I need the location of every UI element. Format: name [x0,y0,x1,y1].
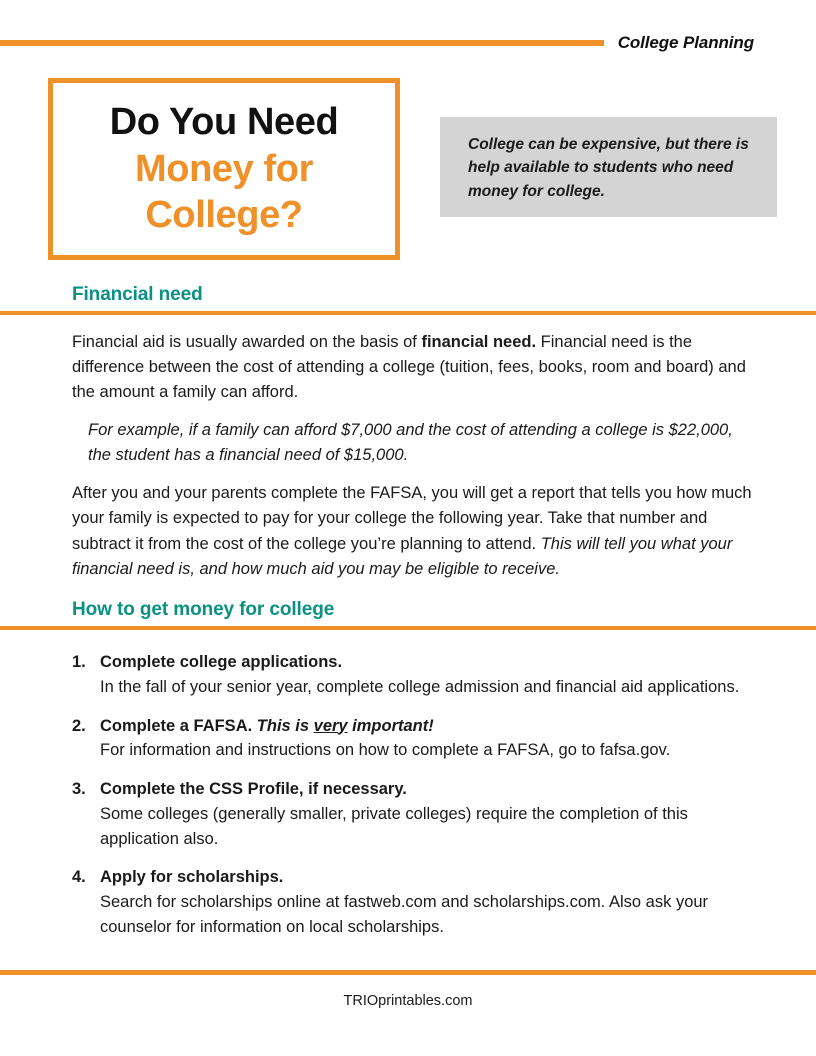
title-line-2: Money for [135,147,313,190]
section-heading-label: How to get money for college [72,599,335,620]
step-title-emph-a: This is [256,716,314,735]
step-title: Apply for scholarships. [100,868,284,887]
step-number: 1. [72,653,86,671]
list-item [72,865,762,939]
financial-need-body [72,330,758,582]
page-header [0,28,816,58]
para1-bold-term: financial need. [421,333,537,351]
step-title-emph-underline: very [313,716,348,735]
section-heading-rule [0,311,816,315]
list-item [72,777,762,851]
paragraph-financial-need-definition [72,330,758,405]
step-body: For information and instructions on how to complete a FAFSA, go to fafsa.gov. [100,741,671,760]
section-heading-rule [0,626,816,630]
step-title: Complete the CSS Profile, if necessary. [100,780,407,798]
intro-callout-text: College can be expensive, but there is help available to students who need money for college. [468,136,749,200]
step-body: In the fall of your senior year, complete college admission and financial aid applications. [100,677,740,696]
paragraph-fafsa-report [72,481,758,581]
step-title-emphasis [257,717,434,735]
step-title: Complete college applications. [100,653,343,671]
section-heading-label: Financial need [72,284,203,305]
step-body: Some colleges (generally smaller, private colleges) require the completion of this application also. [100,804,688,848]
section-heading-financial-need [0,284,816,315]
para2-italic-tail: This will tell you what your financial need is, and how much aid you may be eligible to receive. [72,534,733,578]
paragraph-example: For example, if a family can afford $7,000 and the cost of attending a college is $22,000, the student has a financial need of $15,000. [88,421,733,465]
step-number: 2. [72,716,86,735]
step-title-plain: Complete a FAFSA. [100,716,257,735]
header-orange-rule [0,40,604,46]
intro-callout-box [440,117,777,217]
section-heading-how-to-get-money [0,599,816,630]
step-title [100,714,762,739]
list-item [72,714,762,764]
para1-text-a: Financial aid is usually awarded on the basis of [72,333,422,351]
footer-orange-rule [0,970,816,975]
para1-text-b: Financial need is the difference between the cost of attending a college (tuition, fees, books, room and board) and the amount a family can afford. [72,333,746,402]
para2-text-a: After you and your parents complete the FAFSA, you will get a report that tells you how much your family is expected to pay for your college the following year. Take that number and subtract it from the cost of the college you’re planning to attend. [72,484,752,553]
step-number: 4. [72,868,86,887]
step-number: 3. [72,780,86,798]
steps-list [72,650,762,940]
title-line-3: College? [145,194,303,237]
step-title-emph-b: important! [347,716,434,735]
list-item [72,650,762,700]
title-box [48,78,400,260]
title-line-1: Do You Need [109,101,339,144]
header-category-label: College Planning [617,33,754,52]
footer-site-label: TRIOprintables.com [343,993,473,1009]
step-body: Search for scholarships online at fastweb.com and scholarships.com. Also ask your counselor for information on local scholarships. [100,893,709,936]
